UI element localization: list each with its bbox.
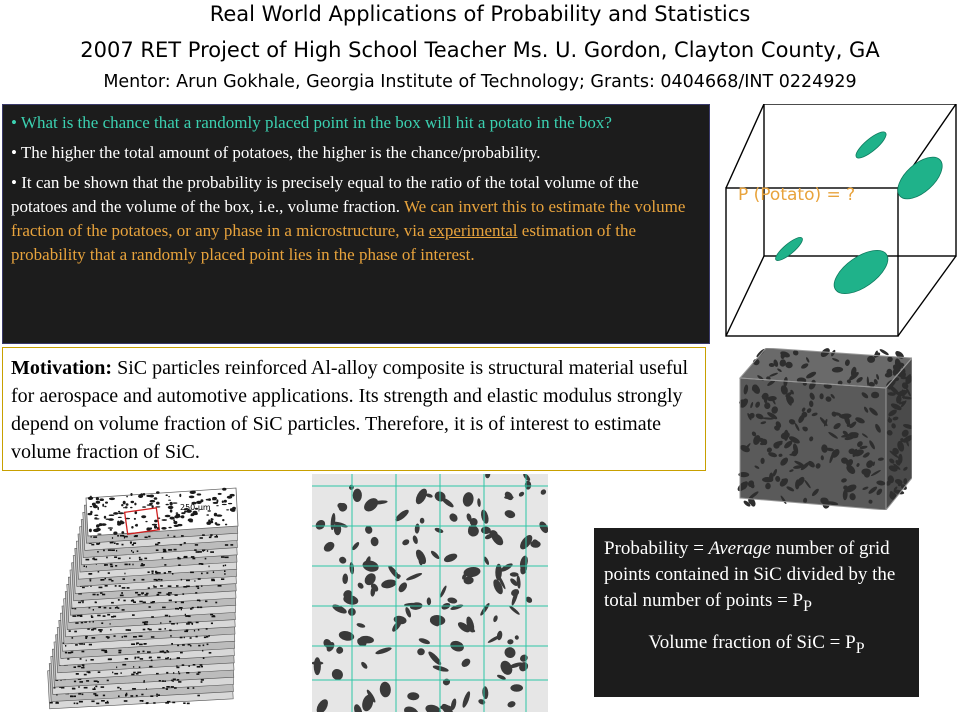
title-line-1: Real World Applications of Probability and Statistics (209, 2, 751, 26)
motivation-text: SiC particles reinforced Al-alloy composite is structural material useful for aerospace and automotive applications. Its strength and elastic modulus strongly depend on volume fraction of SiC particles. Therefore, it is of interest to estimate volume fraction of SiC. (11, 357, 689, 463)
potato-probability-label: P (Potato) = ? (738, 185, 856, 205)
scale-bar-label: 250 µm (180, 503, 211, 512)
probability-definition: Probability = Average number of grid points contained in SiC divided by the total number of points = $P_P$ (604, 538, 896, 615)
potato-box-cube (716, 104, 960, 340)
title-line-2: 2007 RET Project of High School Teacher Ms. U. Gordon, Clayton County, GA (80, 38, 880, 62)
volume-fraction-statement: Volume fraction of SiC = $P_P$ (648, 631, 865, 657)
micrograph-with-grid (312, 474, 548, 712)
question-bullet-2: • The higher the total amount of potatoes, the higher is the chance/probability. (11, 143, 541, 162)
potato-shapes (773, 128, 950, 302)
serial-sections-stack-image (30, 480, 246, 716)
probability-box (594, 528, 919, 697)
motivation-heading: Motivation: (11, 357, 113, 379)
motivation-box (2, 347, 706, 471)
question-box (2, 104, 710, 344)
title-line-3: Mentor: Arun Gokhale, Georgia Institute of Technology; Grants: 0404668/INT 0224929 (103, 72, 857, 92)
experimental-word: experimental (428, 221, 518, 240)
sic-3d-cube-image (736, 348, 912, 510)
question-bullet-1: • What is the chance that a randomly placed point in the box will hit a potato in the box? (11, 113, 612, 132)
question-bullet-3: • It can be shown that the probability is precisely equal to the ratio of the total volume of the potatoes and the volume of the box, i.e., volume fraction. We can invert this to estimate the volume fraction of the potatoes, or any phase in a microstructure, via experimental estimation of the probability that a randomly placed point lies in the phase of interest. (11, 173, 686, 264)
